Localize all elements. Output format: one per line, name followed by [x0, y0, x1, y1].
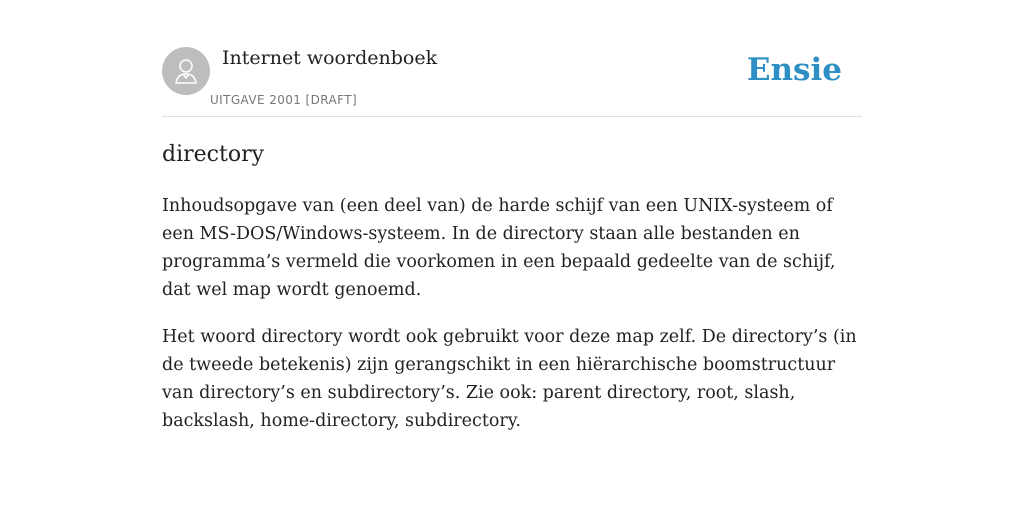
entry-term: directory	[162, 142, 265, 167]
definition-paragraph: Inhoudsopgave van (een deel van) de harde schijf van een UNIX-systeem of een MS-DOS/Windows-systeem. In de directory staan alle bestanden en programma’s vermeld die voorkomen in een bepaald gedeelte van de schijf, dat wel map wordt genoemd.	[162, 196, 836, 300]
book-title[interactable]: Internet woordenboek	[222, 47, 438, 69]
definition-paragraph: Het woord directory wordt ook gebruikt voor deze map zelf. De directory’s (in de tweede betekenis) zijn gerangschikt in een hiërarchische boomstructuur van directory’s en subdirectory’s. Zie ook: parent directory, root, slash, backslash, home-directory, subdirectory.	[162, 327, 857, 431]
avatar[interactable]	[162, 47, 210, 95]
header	[162, 46, 862, 117]
entry-definition	[162, 192, 867, 454]
edition-label: UITGAVE 2001 [DRAFT]	[210, 93, 358, 107]
user-icon	[171, 56, 201, 86]
brand-logo[interactable]: Ensie	[746, 52, 842, 88]
